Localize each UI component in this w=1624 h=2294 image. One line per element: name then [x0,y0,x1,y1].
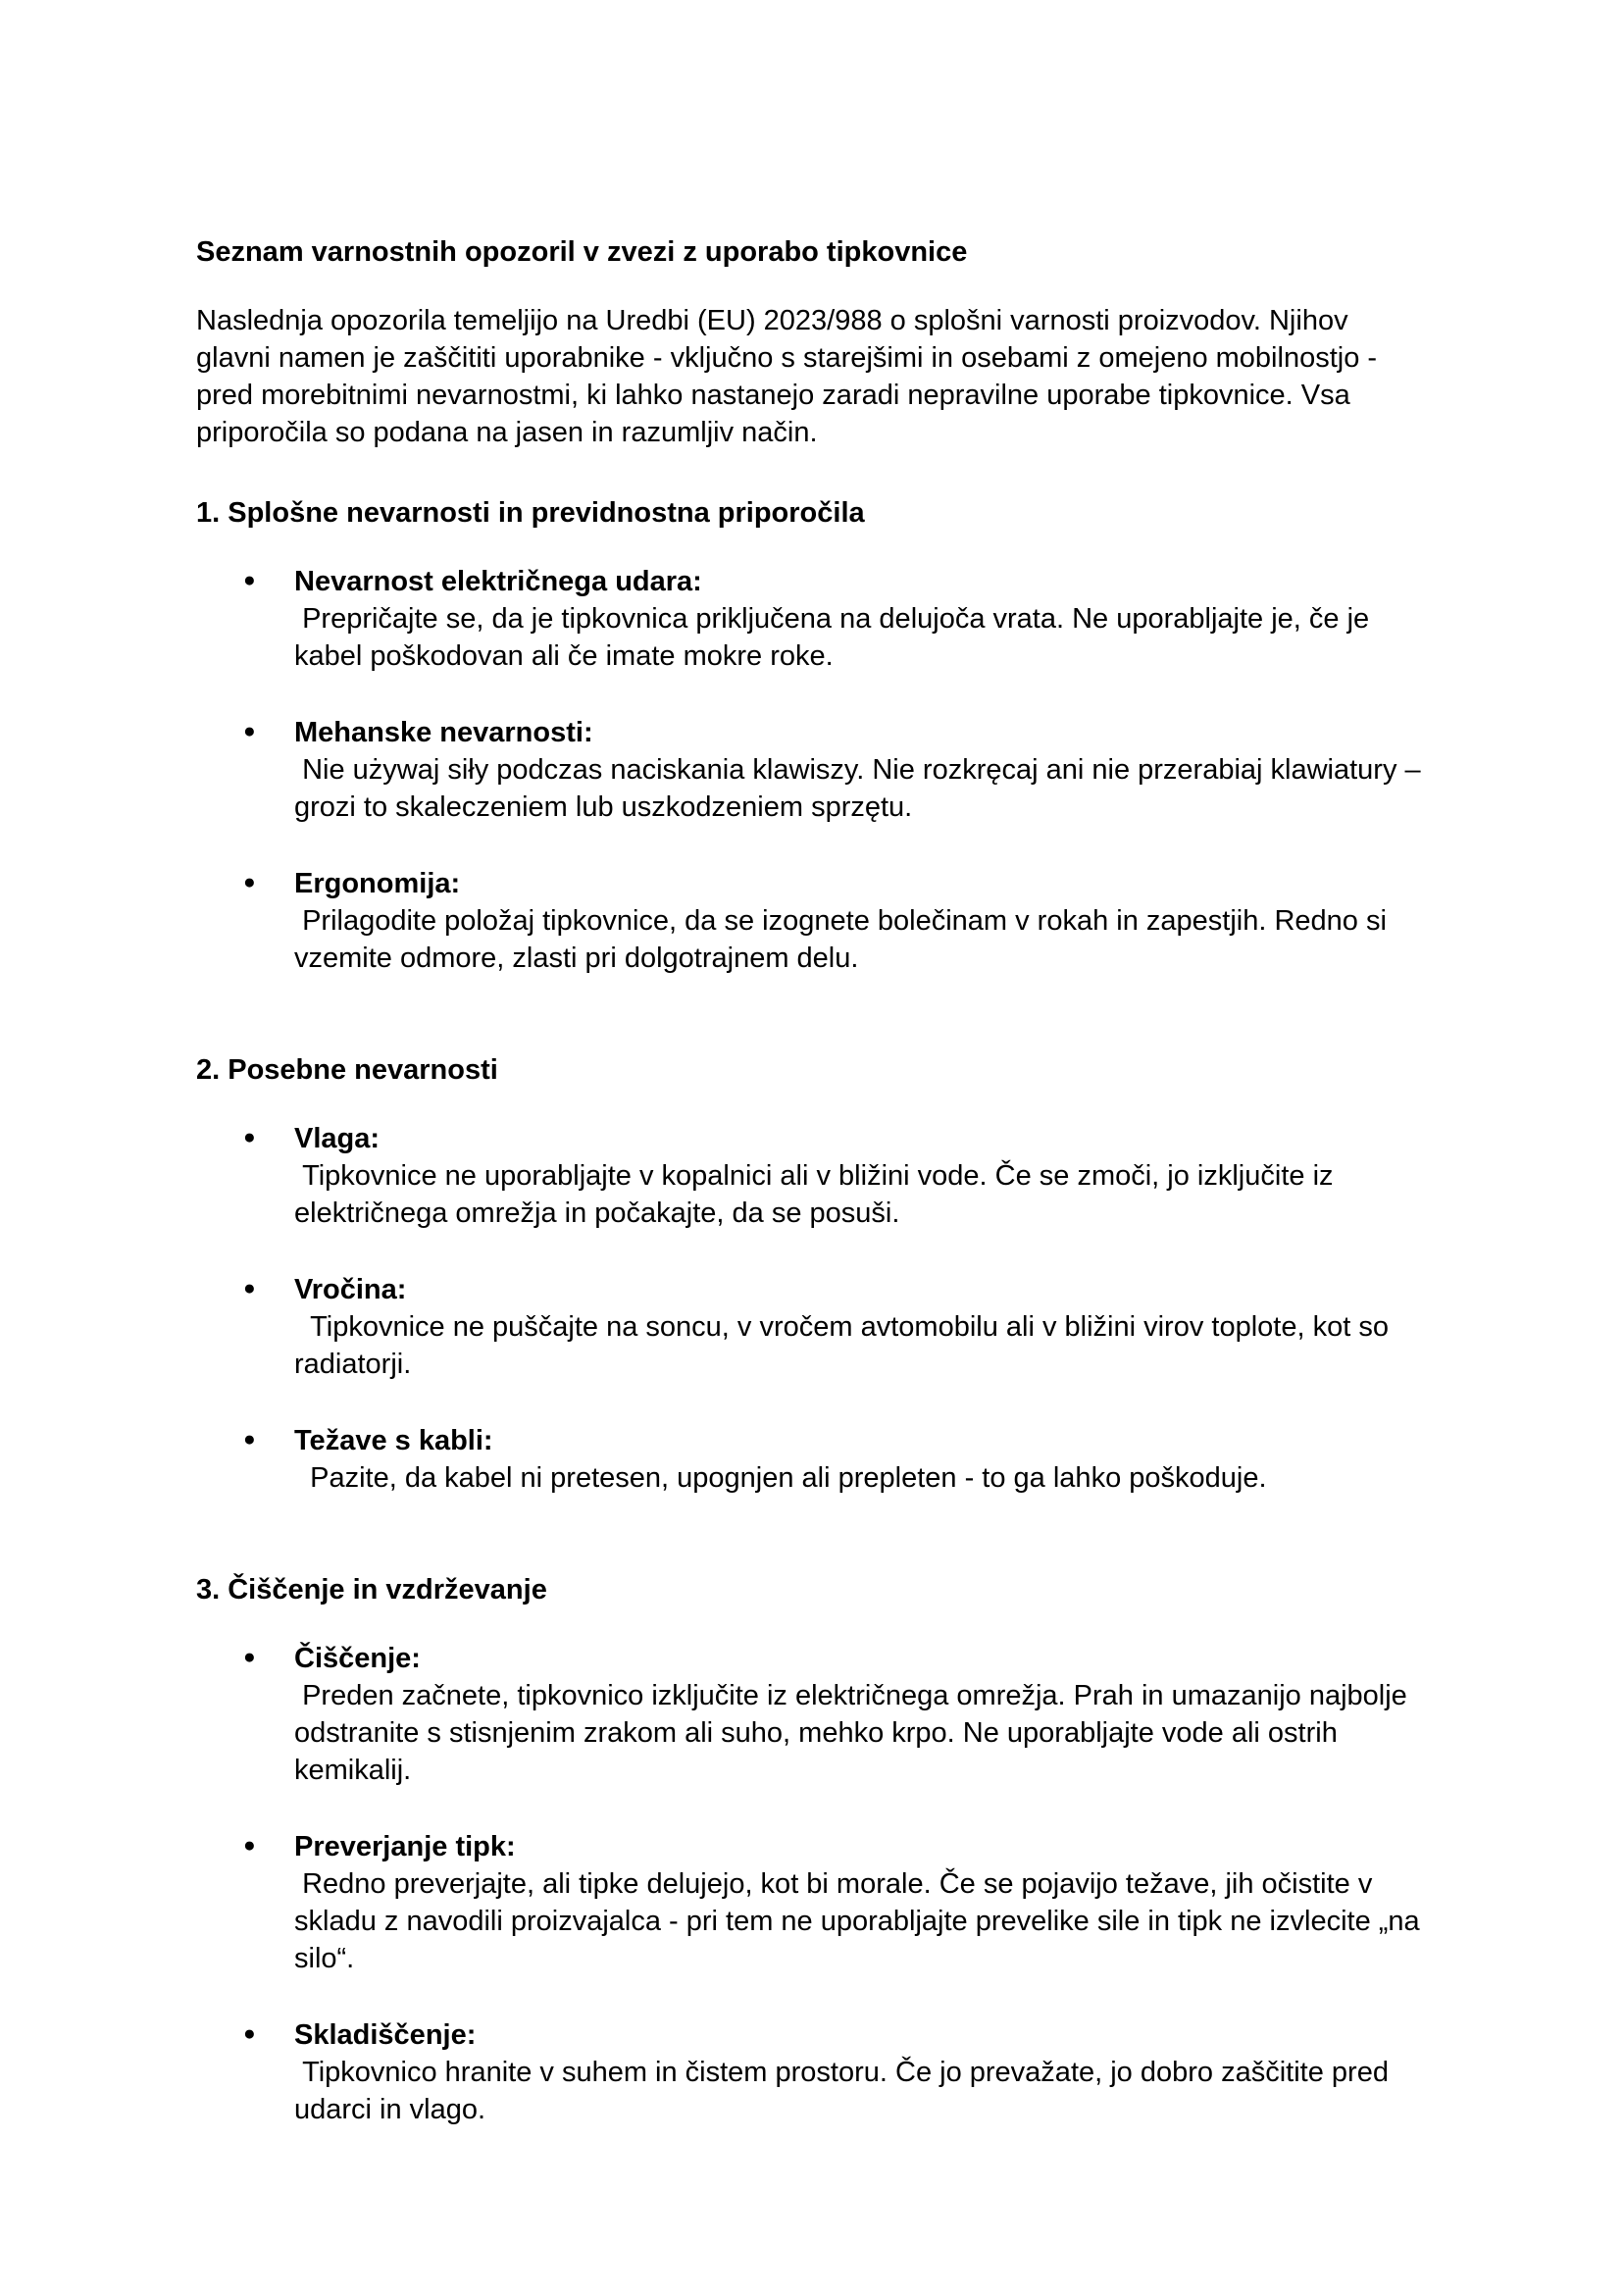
item-text: Preden začnete, tipkovnico izključite iz električnega omrežja. Prah in umazanijo najbolje odstranite s stisnjenim zrakom ali suho, mehko krpo. Ne uporabljajte vode ali ostrih kemikalij. [294,1680,1415,1786]
item-label: ● Čiščenje: [294,1643,421,1674]
item-label: ● Težave s kabli: [294,1425,493,1456]
item-text: Prepričajte se, da je tipkovnica priključena na delujoča vrata. Ne uporabljajte je, če je kabel poškodovan ali če imate mokre roke. [294,603,1378,672]
list-item-mechanical-hazards [294,714,1428,826]
list-item-electric-shock [294,563,1428,675]
item-text: Nie używaj siły podczas naciskania klawiszy. Nie rozkręcaj ani nie przerabiaj klawiatury – grozi to skaleczeniem lub uszkodzeniem sprzętu. [294,754,1429,823]
item-text: Prilagodite položaj tipkovnice, da se izognete bolečinam v rokah in zapestjih. Redno si vzemite odmore, zlasti pri dolgotrajnem delu. [294,905,1395,974]
item-label: ● Mehanske nevarnosti: [294,717,593,748]
item-text: Tipkovnice ne uporabljajte v kopalnici ali v bližini vode. Če se zmoči, jo izključite iz električnega omrežja in počakajte, da se posuši. [294,1160,1342,1229]
item-text: Tipkovnice ne puščajte na soncu, v vročem avtomobilu ali v bližini virov toplote, kot so radiatorji. [294,1311,1397,1380]
item-label: ● Nevarnost električnega udara: [294,566,702,597]
list-item-moisture [294,1120,1428,1232]
list-item-storage [294,2016,1428,2128]
bullet-list-special-hazards [196,1120,1428,1497]
section-heading-cleaning-maintenance: 3. Čiščenje in vzdrževanje [196,1574,547,1606]
list-item-key-check [294,1828,1428,1977]
section-heading-general-hazards: 1. Splošne nevarnosti in previdnostna priporočila [196,497,865,529]
document-title: Seznam varnostnih opozoril v zvezi z uporabo tipkovnice [196,236,968,268]
section-heading-special-hazards: 2. Posebne nevarnosti [196,1054,498,1086]
item-text: Tipkovnico hranite v suhem in čistem prostoru. Če jo prevažate, jo dobro zaščitite pred udarci in vlago. [294,2057,1397,2125]
list-item-heat [294,1271,1428,1383]
bullet-list-cleaning-maintenance [196,1640,1428,2128]
item-label: ● Vročina: [294,1274,407,1305]
list-item-cleaning [294,1640,1428,1789]
item-text: Redno preverjajte, ali tipke delujejo, kot bi morale. Če se pojavijo težave, jih očistite v skladu z navodili proizvajalca - pri tem ne uporabljajte prevelike sile in tipk ne izvlecite „na silo“. [294,1868,1428,1974]
list-item-cable-problems [294,1422,1428,1497]
list-item-ergonomics [294,865,1428,977]
bullet-list-general-hazards [196,563,1428,977]
intro-paragraph: Naslednja opozorila temeljijo na Uredbi (EU) 2023/988 o splošni varnosti proizvodov. Njihov glavni namen je zaščititi uporabnike - vključno s starejšimi in osebami z omejeno mobilnostjo - pred morebitnimi nevarnostmi, ki lahko nastanejo zaradi nepravilne uporabe tipkovnice. Vsa priporočila so podana na jasen in razumljiv način. [196,305,1378,448]
item-label: ● Vlaga: [294,1123,381,1154]
item-label: ● Skladiščenje: [294,2019,477,2051]
item-label: ● Preverjanje tipk: [294,1831,516,1862]
item-label: ● Ergonomija: [294,868,461,899]
item-text: Pazite, da kabel ni pretesen, upognjen ali prepleten - to ga lahko poškoduje. [294,1462,1267,1494]
